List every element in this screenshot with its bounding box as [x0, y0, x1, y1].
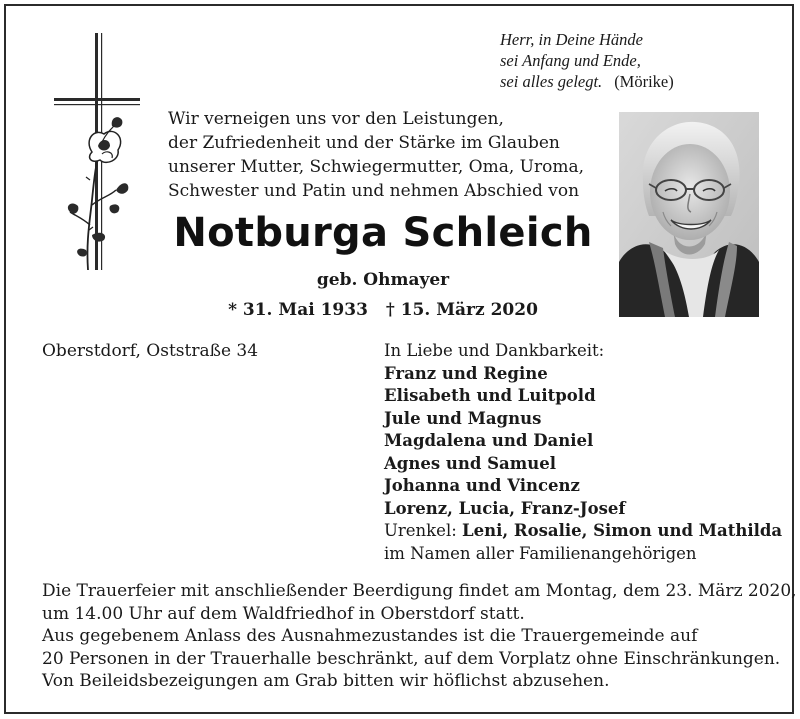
quote-block [500, 29, 762, 92]
family-member: Lorenz, Lucia, Franz-Josef [384, 498, 626, 518]
intro-line: unserer Mutter, Schwiegermutter, Oma, Uroma, [168, 157, 584, 177]
notice-line: 20 Personen in der Trauerhalle beschränkt, auf dem Vorplatz ohne Einschränkungen. [42, 648, 781, 669]
notice-line: Von Beileidsbezeigungen am Grab bitten wir höflichst abzusehen. [42, 671, 610, 691]
deceased-name: Notburga Schleich [173, 210, 593, 256]
family-member: Magdalena und Daniel [384, 431, 594, 450]
address: Oberstdorf, Oststraße 34 [42, 341, 259, 361]
quote-line: Herr, in Deine Hände [500, 30, 643, 49]
death-date: † 15. März 2020 [385, 300, 538, 320]
intro-text [168, 107, 608, 203]
intro-line: Schwester und Patin und nehmen Abschied von [168, 181, 580, 201]
life-dates [168, 298, 598, 322]
quote-attribution: (Mörike) [614, 72, 674, 91]
funeral-notice [42, 580, 797, 693]
family-member: Franz und Regine [384, 363, 548, 383]
family-intro: In Liebe und Dankbarkeit: [384, 341, 605, 360]
family-member: Agnes und Samuel [384, 453, 556, 473]
maiden-name: geb. Ohmayer [316, 270, 450, 290]
notice-line: Aus gegebenem Anlass des Ausnahmezustandes ist die Trauergemeinde auf [42, 626, 698, 646]
quote-line: sei Anfang und Ende, [500, 51, 641, 70]
great-grandchildren-names: Leni, Rosalie, Simon und Mathilda [462, 521, 783, 540]
quote-line [500, 71, 762, 92]
great-grandchildren-line [384, 520, 784, 543]
family-list [384, 340, 784, 565]
notice-line: um 14.00 Uhr auf dem Waldfriedhof in Oberstdorf statt. [42, 603, 525, 624]
family-closing: im Namen aller Familienangehörigen [384, 543, 697, 563]
family-member: Elisabeth und Luitpold [384, 386, 596, 405]
intro-line: Wir verneigen uns vor den Leistungen, [168, 109, 504, 129]
notice-line: Die Trauerfeier mit anschließender Beerdigung findet am Montag, dem 23. März 2020, [42, 581, 797, 601]
family-member: Jule und Magnus [384, 408, 542, 428]
birth-date: * 31. Mai 1933 [228, 300, 368, 320]
quote-line-text: sei alles gelegt. [500, 72, 603, 91]
great-grandchildren-label: Urenkel: [384, 521, 457, 540]
intro-line: der Zufriedenheit und der Stärke im Glauben [168, 133, 560, 153]
cross-with-rose-icon [40, 30, 150, 280]
family-member: Johanna und Vincenz [384, 476, 580, 495]
portrait-photo [619, 112, 759, 317]
